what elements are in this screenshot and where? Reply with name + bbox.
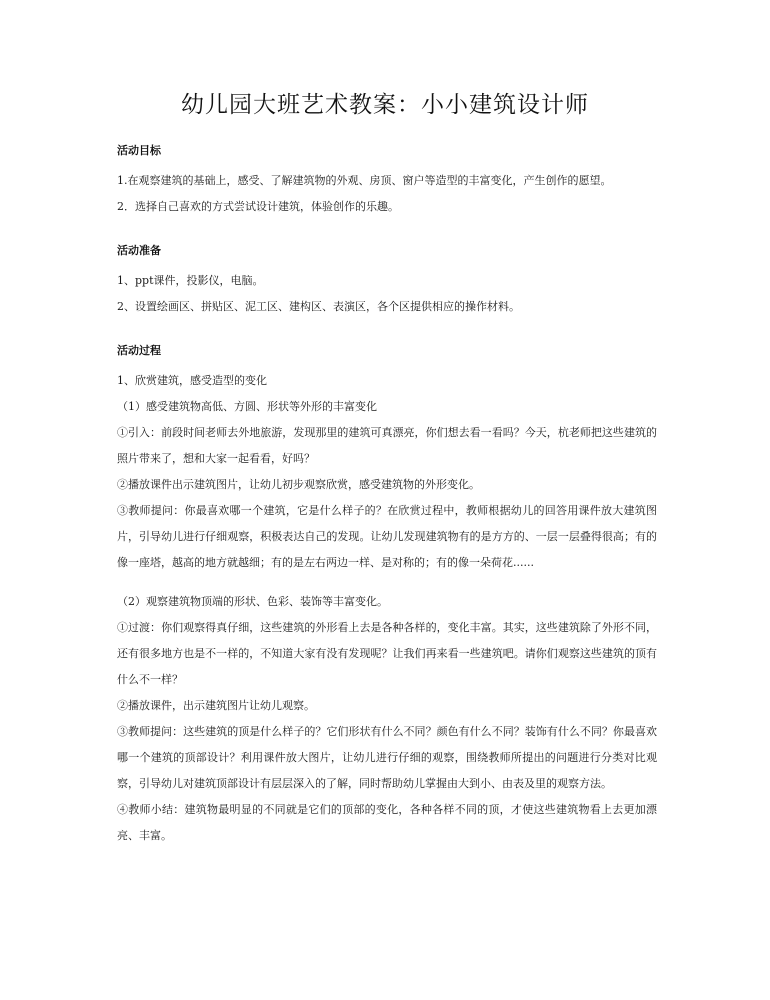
prep-item-2: 2、设置绘画区、拼贴区、泥工区、建构区、表演区，各个区提供相应的操作材料。 xyxy=(117,300,520,313)
process-item-transition: ①过渡：你们观察得真仔细，这些建筑的外形看上去是各种各样的，变化丰富。其实，这些建筑除了外形不同，还有很多地方也是不一样的，不知道大家有没有发现呢？让我们再来看一些建筑吧。请你们观察这些建筑的顶有什么不一样？ xyxy=(117,621,657,686)
process-substep-1: （1）感受建筑物高低、方圆、形状等外形的丰富变化 xyxy=(117,400,377,413)
section-heading-prep: 活动准备 xyxy=(117,244,161,257)
section-goals xyxy=(117,142,657,220)
document-body xyxy=(117,142,657,849)
section-heading-process: 活动过程 xyxy=(117,344,161,357)
section-prep xyxy=(117,242,657,320)
process-item-question: ③教师提问：你最喜欢哪一个建筑，它是什么样子的？在欣赏过程中，教师根据幼儿的回答用课件放大建筑图片，引导幼儿进行仔细观察，积极表达自己的发现。让幼儿发现建筑物有的是方方的、一层一层叠得很高；有的像一座塔，越高的地方就越细；有的是左右两边一样、是对称的；有的像一朵荷花...... xyxy=(117,504,657,569)
process-substep-2: （2）观察建筑物顶端的形状、色彩、装饰等丰富变化。 xyxy=(117,595,388,608)
section-process xyxy=(117,342,657,849)
process-item-summary: ④教师小结：建筑物最明显的不同就是它们的顶部的变化，各种各样不同的顶，才使这些建筑物看上去更加漂亮、丰富。 xyxy=(117,803,657,842)
goal-item-2: 2．选择自己喜欢的方式尝试设计建筑，体验创作的乐趣。 xyxy=(117,200,399,213)
process-item-intro: ①引入：前段时间老师去外地旅游，发现那里的建筑可真漂亮，你们想去看一看吗？今天，杭老师把这些建筑的照片带来了，想和大家一起看看，好吗？ xyxy=(117,426,657,465)
process-item-show-images: ②播放课件，出示建筑图片让幼儿观察。 xyxy=(117,699,315,712)
prep-item-1: 1、ppt课件，投影仪，电脑。 xyxy=(117,274,264,287)
process-item-roof-question: ③教师提问：这些建筑的顶是什么样子的？它们形状有什么不同？颜色有什么不同？装饰有什么不同？你最喜欢哪一个建筑的顶部设计？利用课件放大图片，让幼儿进行仔细的观察，围绕教师所提出的问题进行分类对比观察，引导幼儿对建筑顶部设计有层层深入的了解，同时帮助幼儿掌握由大到小、由表及里的观察方法。 xyxy=(117,725,657,790)
document-title: 幼儿园大班艺术教案：小小建筑设计师 xyxy=(181,92,589,118)
section-heading-goals: 活动目标 xyxy=(117,144,161,157)
process-item-play-slides: ②播放课件出示建筑图片，让幼儿初步观察欣赏，感受建筑物的外形变化。 xyxy=(117,478,480,491)
process-step-1: 1、欣赏建筑，感受造型的变化 xyxy=(117,374,267,387)
goal-item-1: 1.在观察建筑的基础上，感受、了解建筑物的外观、房顶、窗户等造型的丰富变化，产生创作的愿望。 xyxy=(117,174,612,187)
